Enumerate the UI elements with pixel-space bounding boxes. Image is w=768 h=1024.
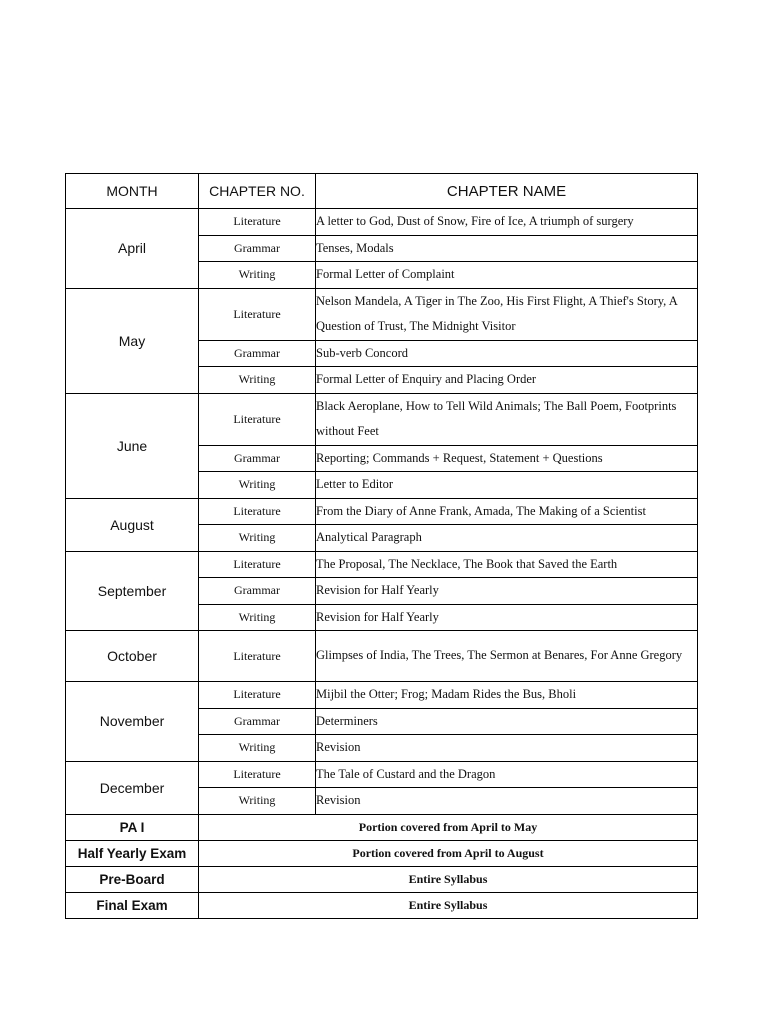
chapter-type-cell: Literature — [199, 761, 316, 788]
exam-portion-cell: Portion covered from April to May — [199, 814, 698, 840]
header-month: MONTH — [66, 174, 199, 209]
chapter-type-cell: Writing — [199, 367, 316, 394]
chapter-type-cell: Writing — [199, 525, 316, 552]
table-row — [66, 498, 698, 525]
month-cell: April — [66, 209, 199, 289]
chapter-type-cell: Grammar — [199, 340, 316, 367]
chapter-type-cell: Literature — [199, 209, 316, 236]
month-cell: September — [66, 551, 199, 631]
chapter-name-cell: Formal Letter of Complaint — [316, 262, 698, 289]
exam-row — [66, 892, 698, 918]
table-row — [66, 551, 698, 578]
chapter-type-cell: Grammar — [199, 445, 316, 472]
chapter-type-cell: Literature — [199, 551, 316, 578]
month-cell: December — [66, 761, 199, 814]
chapter-name-cell: Determiners — [316, 708, 698, 735]
chapter-type-cell: Writing — [199, 735, 316, 762]
table-row — [66, 631, 698, 682]
month-cell: May — [66, 288, 199, 393]
chapter-name-cell: Analytical Paragraph — [316, 525, 698, 552]
syllabus-table — [65, 173, 698, 919]
chapter-type-cell: Writing — [199, 604, 316, 631]
chapter-name-cell: Formal Letter of Enquiry and Placing Order — [316, 367, 698, 394]
table-row — [66, 761, 698, 788]
chapter-type-cell: Writing — [199, 262, 316, 289]
chapter-name-cell: A letter to God, Dust of Snow, Fire of Ice, A triumph of surgery — [316, 209, 698, 236]
exam-row — [66, 840, 698, 866]
exam-portion-cell: Portion covered from April to August — [199, 840, 698, 866]
exam-name-cell: PA I — [66, 814, 199, 840]
syllabus-body — [66, 209, 698, 919]
chapter-name-cell: From the Diary of Anne Frank, Amada, The Making of a Scientist — [316, 498, 698, 525]
month-cell: October — [66, 631, 199, 682]
chapter-type-cell: Grammar — [199, 578, 316, 605]
chapter-name-cell: Tenses, Modals — [316, 235, 698, 262]
chapter-name-cell: Revision for Half Yearly — [316, 604, 698, 631]
month-cell: June — [66, 393, 199, 498]
chapter-name-cell: Black Aeroplane, How to Tell Wild Animals; The Ball Poem, Footprints without Feet — [316, 393, 698, 445]
header-chapter-name: CHAPTER NAME — [316, 174, 698, 209]
chapter-name-cell: Mijbil the Otter; Frog; Madam Rides the Bus, Bholi — [316, 682, 698, 709]
chapter-name-cell: Letter to Editor — [316, 472, 698, 499]
chapter-type-cell: Writing — [199, 472, 316, 499]
chapter-type-cell: Literature — [199, 393, 316, 445]
exam-row — [66, 814, 698, 840]
chapter-name-cell: Reporting; Commands + Request, Statement + Questions — [316, 445, 698, 472]
chapter-type-cell: Writing — [199, 788, 316, 815]
chapter-name-cell: Revision — [316, 788, 698, 815]
chapter-name-cell: The Proposal, The Necklace, The Book that Saved the Earth — [316, 551, 698, 578]
chapter-name-cell: The Tale of Custard and the Dragon — [316, 761, 698, 788]
chapter-name-cell: Nelson Mandela, A Tiger in The Zoo, His First Flight, A Thief's Story, A Question of Trust, The Midnight Visitor — [316, 288, 698, 340]
exam-portion-cell: Entire Syllabus — [199, 892, 698, 918]
exam-name-cell: Pre-Board — [66, 866, 199, 892]
chapter-type-cell: Literature — [199, 498, 316, 525]
chapter-name-cell: Sub-verb Concord — [316, 340, 698, 367]
table-row — [66, 393, 698, 445]
chapter-name-cell: Revision for Half Yearly — [316, 578, 698, 605]
chapter-type-cell: Grammar — [199, 235, 316, 262]
exam-portion-cell: Entire Syllabus — [199, 866, 698, 892]
exam-name-cell: Final Exam — [66, 892, 199, 918]
chapter-type-cell: Literature — [199, 631, 316, 682]
header-row — [66, 174, 698, 209]
table-row — [66, 209, 698, 236]
exam-row — [66, 866, 698, 892]
month-cell: August — [66, 498, 199, 551]
chapter-name-cell: Revision — [316, 735, 698, 762]
exam-name-cell: Half Yearly Exam — [66, 840, 199, 866]
table-row — [66, 288, 698, 340]
chapter-type-cell: Literature — [199, 288, 316, 340]
chapter-type-cell: Literature — [199, 682, 316, 709]
month-cell: November — [66, 682, 199, 762]
table-row — [66, 682, 698, 709]
header-chapter-no: CHAPTER NO. — [199, 174, 316, 209]
chapter-type-cell: Grammar — [199, 708, 316, 735]
chapter-name-cell: Glimpses of India, The Trees, The Sermon at Benares, For Anne Gregory — [316, 631, 698, 682]
